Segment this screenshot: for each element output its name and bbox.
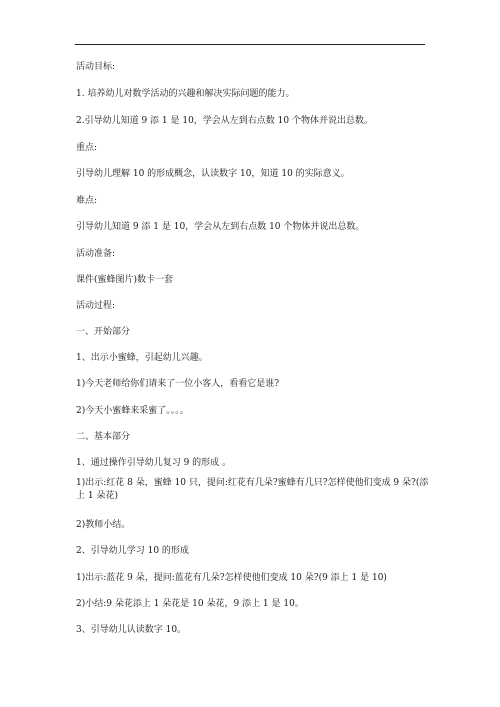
section-basic: 二、基本部分 xyxy=(76,432,131,442)
heading-difficulty: 难点: xyxy=(76,196,98,206)
heading-preparation: 活动准备: xyxy=(76,249,116,259)
preparation-text: 课件(蜜蜂图片)数卡一套 xyxy=(76,275,174,285)
opening-step-1: 1、出示小蜜蜂，引起幼儿兴趣。 xyxy=(76,353,208,363)
section-opening: 一、开始部分 xyxy=(76,327,131,337)
basic-step-2-item-2: 2)小结:9 朵花添上 1 朵花是 10 朵花，9 添上 1 是 10。 xyxy=(76,599,304,609)
basic-step-3: 3、引导幼儿认读数字 10。 xyxy=(76,625,187,635)
basic-step-1-item-1: 1)出示:红花 8 朵，蜜蜂 10 只，提问:红花有几朵?蜜蜂有几只?怎样使他们变成 9 朵?(添上 1 朵花) xyxy=(76,478,429,501)
header-rule xyxy=(75,44,425,45)
basic-step-2-item-1: 1)出示:蓝花 9 朵，提问:蓝花有几朵?怎样使他们变成 10 朵?(9 添上 1 是 10) xyxy=(76,573,387,583)
basic-step-1: 1、通过操作引导幼儿复习 9 的形成 。 xyxy=(76,458,232,468)
heading-goals: 活动目标: xyxy=(76,62,116,72)
basic-step-2: 2、引导幼儿学习 10 的形成 xyxy=(76,546,189,556)
heading-key-point: 重点: xyxy=(76,143,98,153)
goal-2: 2.引导幼儿知道 9 添 1 是 10，学会从左到右点数 10 个物体并说出总数。 xyxy=(76,116,373,126)
key-point-text: 引导幼儿理解 10 的形成概念，认读数字 10，知道 10 的实际意义。 xyxy=(76,169,350,179)
opening-step-1-item-1: 1)今天老师给你们请来了一位小客人，看看它是谁? xyxy=(76,379,280,389)
basic-step-1-item-2: 2)教师小结。 xyxy=(76,520,131,530)
goal-1: 1. 培养幼儿对数学活动的兴趣和解决实际问题的能力。 xyxy=(76,89,295,99)
difficulty-text: 引导幼儿知道 9 添 1 是 10，学会从左到右点数 10 个物体并说出总数。 xyxy=(76,222,365,232)
opening-step-1-item-2: 2)今天小蜜蜂来采蜜了。。。。 xyxy=(76,406,189,416)
heading-process: 活动过程: xyxy=(76,301,116,311)
